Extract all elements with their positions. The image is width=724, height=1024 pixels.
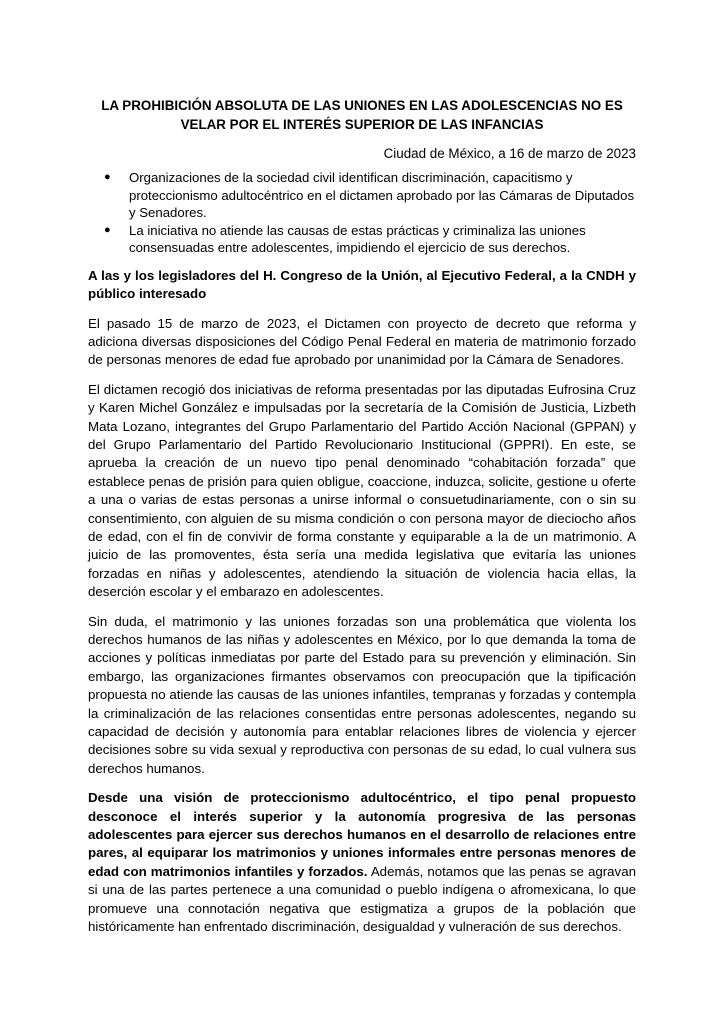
summary-bullet-list [88, 169, 636, 257]
body-paragraph: El dictamen recogió dos iniciativas de reforma presentadas por las diputadas Eufrosina Cruz y Karen Michel González e impulsadas por la secretaría de la Comisión de Justicia, Lizbeth Mata Lozano, integrantes del Grupo Parlamentario del Partido Acción Nacional (GPPAN) y del Grupo Parlamentario del Partido Revolucionario Institucional (GPPRI). En este, se aprueba la creación de un nuevo tipo penal denominado “cohabitación forzada” que establece penas de prisión para quien obligue, coaccione, induzca, solicite, gestione u oferte a una o varias de estas personas a unirse informal o consuetudinariamente, con o sin su consentimiento, con alguien de su misma condición o con persona mayor de dieciocho años de edad, con el fin de convivir de forma constante y equiparable a la de un matrimonio. A juicio de las promoventes, ésta sería una medida legislativa que evitaría las uniones forzadas en niñas y adolescentes, atendiendo la situación de violencia hacia ellas, la deserción escolar y el embarazo en adolescentes. [88, 381, 636, 600]
addressee-heading: A las y los legisladores del H. Congreso de la Unión, al Ejecutivo Federal, a la CNDH y público interesado [88, 267, 636, 301]
bullet-text: La iniciativa no atiende las causas de estas prácticas y criminaliza las uniones consensuadas entre adolescentes, impidiendo el ejercicio de sus derechos. [129, 222, 586, 255]
bullet-icon: ● [104, 171, 111, 183]
document-title [88, 96, 636, 134]
list-item [104, 222, 636, 257]
title-line-1: LA PROHIBICIÓN ABSOLUTA DE LAS UNIONES EN LAS ADOLESCENCIAS NO ES [101, 98, 623, 113]
bullet-icon: ● [104, 223, 111, 236]
closing-paragraph-regular: Además, notamos que las penas se agravan si una de las partes pertenece a una comunidad o pueblo indígena o afromexicana, lo que promueve una connotación negativa que estigmatiza a grupos de la población que históricamente han enfrentado discriminación, desigualdad y vulneración de sus derechos. [88, 863, 637, 935]
closing-paragraph-bold: Desde una visión de proteccionismo adultocéntrico, el tipo penal propuesto desconoce el interés superior y la autonomía progresiva de las personas adolescentes para ejercer sus derechos humanos en el desarrollo de relaciones entre pares, al equiparar los matrimonios y uniones informales entre personas menores de edad con matrimonios infantiles y forzados. [88, 790, 636, 879]
closing-paragraph [88, 789, 636, 936]
title-line-2: VELAR POR EL INTERÉS SUPERIOR DE LAS INFANCIAS [180, 117, 544, 132]
document-page [88, 96, 636, 937]
body-paragraph: El pasado 15 de marzo de 2023, el Dictamen con proyecto de decreto que reforma y adiciona diversas disposiciones del Código Penal Federal en materia de matrimonio forzado de personas menores de edad fue aprobado por unanimidad por la Cámara de Senadores. [88, 315, 636, 368]
list-item [104, 169, 636, 222]
body-paragraph: Sin duda, el matrimonio y las uniones forzadas son una problemática que violenta los derechos humanos de las niñas y adolescentes en México, por lo que demanda la toma de acciones y políticas inmediatas por parte del Estado para su prevención y eliminación. Sin embargo, las organizaciones firmantes observamos con preocupación que la tipificación propuesta no atiende las causas de las uniones infantiles, tempranas y forzadas y contempla la criminalización de las relaciones consentidas entre personas adolescentes, negando su capacidad de decisión y autonomía para entablar relaciones libres de violencia y ejercer decisiones sobre su vida sexual y reproductiva con personas de su edad, lo cual vulnera sus derechos humanos. [88, 613, 636, 776]
bullet-text: Organizaciones de la sociedad civil identifican discriminación, capacitismo y proteccionismo adultocéntrico en el dictamen aprobado por las Cámaras de Diputados y Senadores. [129, 170, 635, 220]
document-date: Ciudad de México, a 16 de marzo de 2023 [383, 146, 636, 161]
